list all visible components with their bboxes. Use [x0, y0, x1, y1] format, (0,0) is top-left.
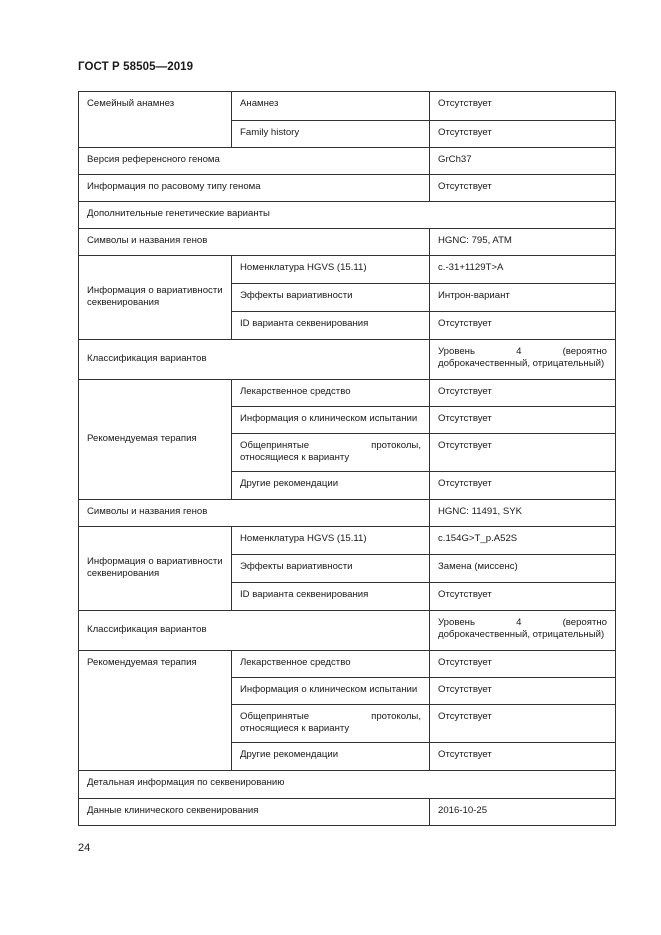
- row-label: Family history: [232, 121, 430, 148]
- row-label: Анамнез: [232, 92, 430, 121]
- row-value: Отсутствует: [430, 407, 616, 434]
- row-label: Символы и названия генов: [79, 500, 430, 527]
- row-value: HGNC: 11491, SYK: [430, 500, 616, 527]
- row-value: Отсутствует: [430, 380, 616, 407]
- row-value: 2016-10-25: [430, 799, 616, 826]
- row-value: Отсутствует: [430, 678, 616, 705]
- row-value: Отсутствует: [430, 705, 616, 743]
- table-row: [79, 202, 616, 229]
- row-label: Рекомендуемая терапия: [79, 380, 232, 500]
- table-row: [79, 340, 616, 380]
- row-label: Общепринятые протоколы, относящиеся к варианту: [232, 434, 430, 472]
- row-value: Отсутствует: [430, 434, 616, 472]
- row-label: Версия референсного генома: [79, 148, 430, 175]
- document-header: ГОСТ Р 58505—2019: [78, 61, 194, 73]
- table-row: [79, 500, 616, 527]
- page-number: 24: [78, 842, 91, 854]
- row-value: Отсутствует: [430, 472, 616, 500]
- row-value: Отсутствует: [430, 583, 616, 611]
- row-value: Отсутствует: [430, 743, 616, 771]
- table-row: [79, 799, 616, 826]
- row-label: Рекомендуемая терапия: [79, 651, 232, 771]
- table-row: [79, 92, 616, 121]
- section-heading: Детальная информация по секвенированию: [79, 771, 616, 799]
- row-label: Лекарственное средство: [232, 651, 430, 678]
- row-label: Информация по расовому типу генома: [79, 175, 430, 202]
- table-row: [79, 229, 616, 256]
- row-value: Отсутствует: [430, 175, 616, 202]
- row-label: Общепринятые протоколы, относящиеся к варианту: [232, 705, 430, 743]
- table-row: [79, 771, 616, 799]
- row-value: HGNC: 795, ATM: [430, 229, 616, 256]
- row-value: c.154G>T_p.A52S: [430, 527, 616, 555]
- row-label: Данные клинического секвенирования: [79, 799, 430, 826]
- table-row: [79, 175, 616, 202]
- row-value: Замена (миссенс): [430, 555, 616, 583]
- row-label: Другие рекомендации: [232, 743, 430, 771]
- row-value: Отсутствует: [430, 92, 616, 121]
- row-label: Классификация вариантов: [79, 340, 430, 380]
- row-label: Номенклатура HGVS (15.11): [232, 256, 430, 284]
- table-row: [79, 256, 616, 284]
- row-label: ID варианта секвенирования: [232, 583, 430, 611]
- row-label: Лекарственное средство: [232, 380, 430, 407]
- row-value: Интрон-вариант: [430, 284, 616, 312]
- row-value: GrCh37: [430, 148, 616, 175]
- row-label: Информация о клиническом испытании: [232, 407, 430, 434]
- table-row: [79, 527, 616, 555]
- row-value: c.-31+1129T>A: [430, 256, 616, 284]
- section-heading: Дополнительные генетические варианты: [79, 202, 616, 229]
- row-label: Эффекты вариативности: [232, 284, 430, 312]
- table-row: [79, 380, 616, 407]
- row-label: Другие рекомендации: [232, 472, 430, 500]
- row-value: Отсутствует: [430, 121, 616, 148]
- row-label: Информация о вариативности секвенирования: [79, 527, 232, 611]
- row-label: Семейный анамнез: [79, 92, 232, 148]
- row-label: Классификация вариантов: [79, 611, 430, 651]
- data-table: [78, 91, 616, 826]
- row-label: Информация о вариативности секвенирования: [79, 256, 232, 340]
- table-row: [79, 651, 616, 678]
- row-label: Номенклатура HGVS (15.11): [232, 527, 430, 555]
- table-row: [79, 148, 616, 175]
- row-label: ID варианта секвенирования: [232, 312, 430, 340]
- row-label: Информация о клиническом испытании: [232, 678, 430, 705]
- row-value: Уровень 4 (вероятно доброкачественный, отрицательный): [430, 340, 616, 380]
- row-value: Уровень 4 (вероятно доброкачественный, отрицательный): [430, 611, 616, 651]
- table-row: [79, 611, 616, 651]
- row-value: Отсутствует: [430, 312, 616, 340]
- row-label: Символы и названия генов: [79, 229, 430, 256]
- row-value: Отсутствует: [430, 651, 616, 678]
- row-label: Эффекты вариативности: [232, 555, 430, 583]
